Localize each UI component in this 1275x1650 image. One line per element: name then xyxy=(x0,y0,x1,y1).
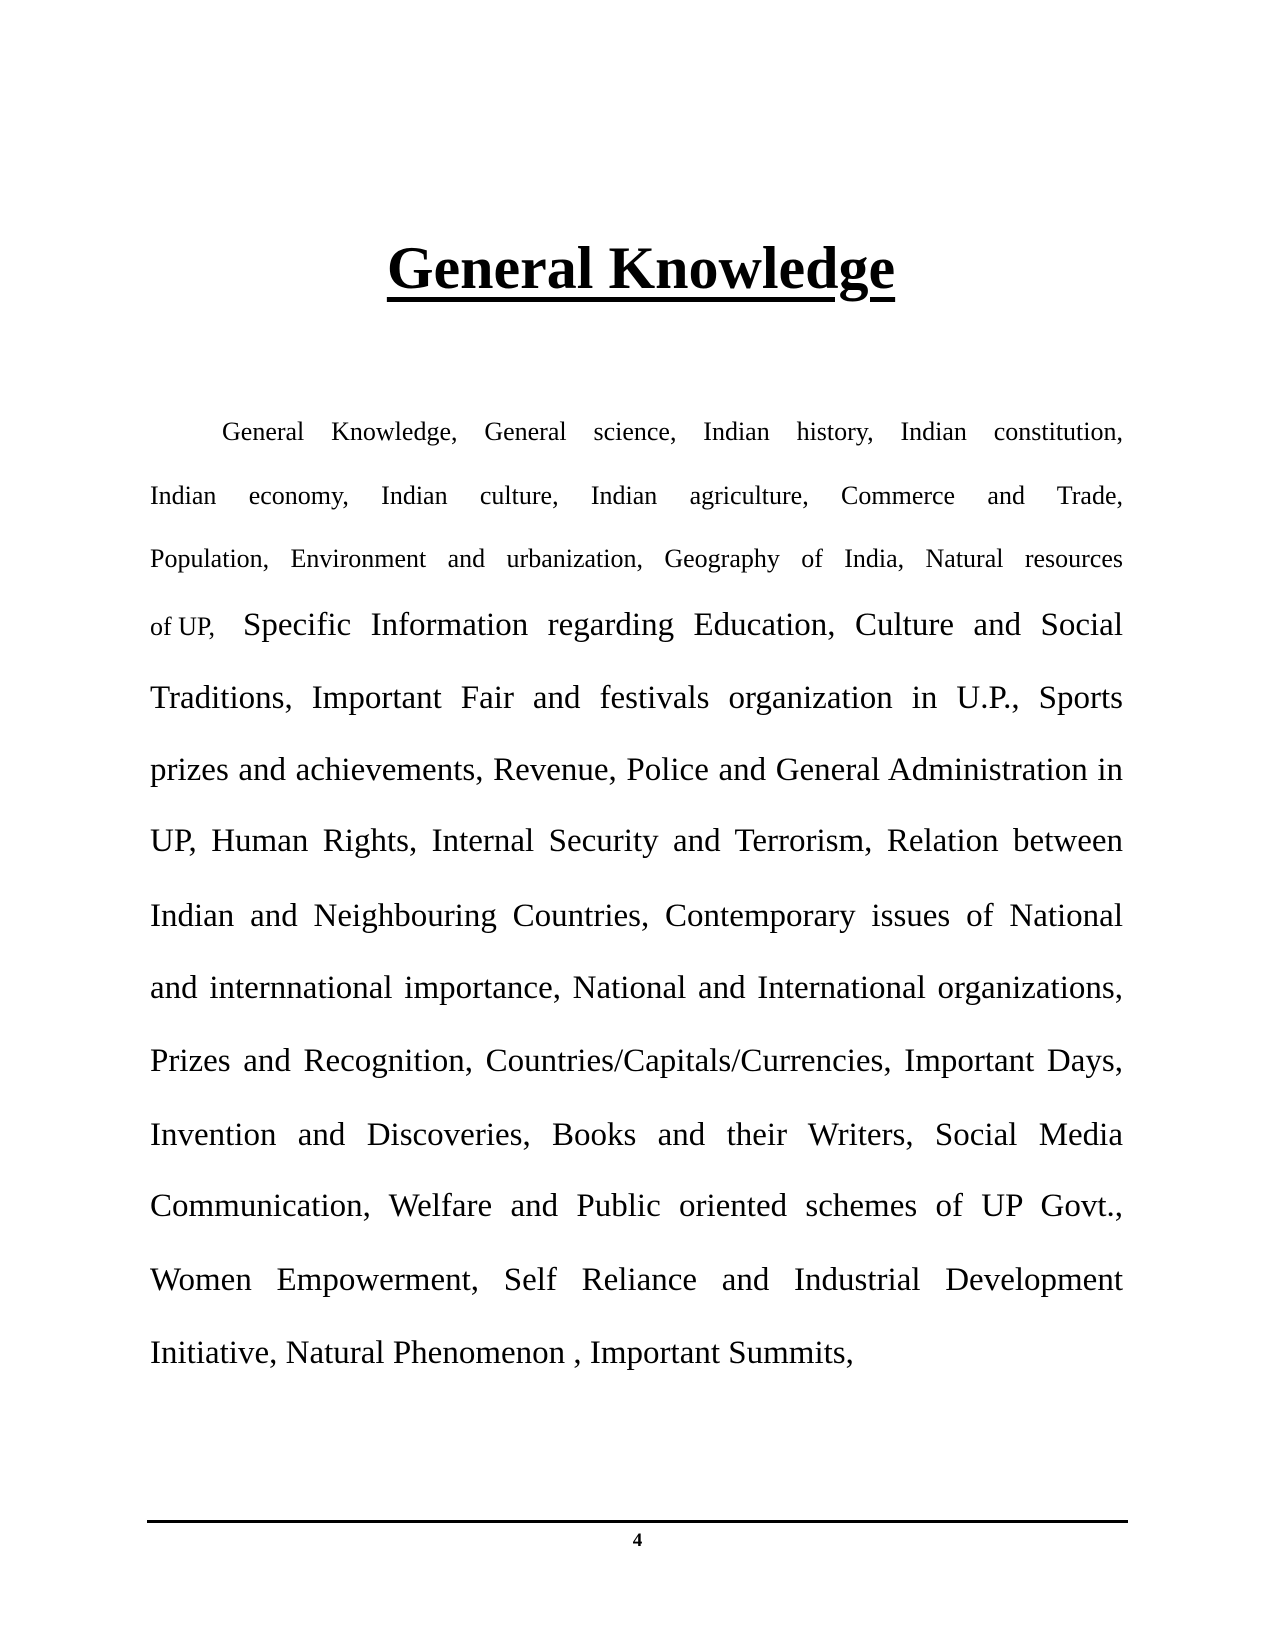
body-line: Indian economy, Indian culture, Indian agriculture, Commerce and Trade, xyxy=(150,481,1123,510)
body-line xyxy=(150,606,1123,646)
body-line: Communication, Welfare and Public oriented schemes of UP Govt., xyxy=(150,1188,1123,1224)
body-line: Invention and Discoveries, Books and their Writers, Social Media xyxy=(150,1117,1123,1153)
body-line: and internnational importance, National and International organizations, xyxy=(150,970,1123,1006)
body-line: Population, Environment and urbanization, Geography of India, Natural resources xyxy=(150,544,1123,573)
page-title xyxy=(0,232,1275,304)
body-line: prizes and achievements, Revenue, Police and General Administration in xyxy=(150,752,1123,788)
body-line: Initiative, Natural Phenomenon , Important Summits, xyxy=(150,1335,854,1371)
body-line: Indian and Neighbouring Countries, Contemporary issues of National xyxy=(150,898,1123,934)
body-line: General Knowledge, General science, Indian history, Indian constitution, xyxy=(222,417,1123,446)
footer-rule xyxy=(147,1520,1128,1523)
body-line-segment: of UP, xyxy=(150,612,216,641)
body-line: UP, Human Rights, Internal Security and Terrorism, Relation between xyxy=(150,823,1123,859)
body-line-segment: Specific Information regarding Education, Culture and Social xyxy=(243,607,1123,643)
page-number: 4 xyxy=(632,1530,643,1551)
body-line: Traditions, Important Fair and festivals organization in U.P., Sports xyxy=(150,680,1123,716)
body-line: Women Empowerment, Self Reliance and Industrial Development xyxy=(150,1262,1123,1298)
body-line: Prizes and Recognition, Countries/Capitals/Currencies, Important Days, xyxy=(150,1043,1123,1079)
page-title-text: General Knowledge xyxy=(386,235,896,301)
